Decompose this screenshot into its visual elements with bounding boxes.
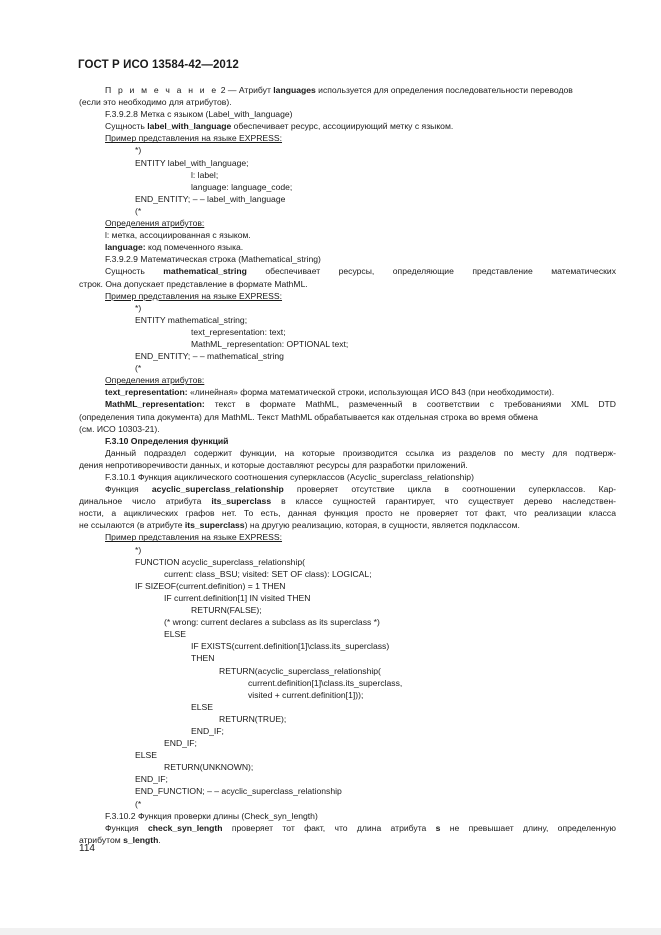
paragraph-line: дения непротиворечивости данных, и которые доставляют ресурсы для разработки приложений.: [79, 459, 468, 470]
code-line: ELSE: [135, 750, 157, 761]
code-line: THEN: [191, 653, 215, 664]
note-line-2: (если это необходимо для атрибутов).: [79, 97, 232, 108]
example-label: Пример представления на языке EXPRESS:: [105, 532, 283, 543]
example-label: Пример представления на языке EXPRESS:: [105, 290, 283, 301]
term: MathML_representation:: [105, 399, 205, 410]
code-line: END_IF;: [135, 774, 168, 785]
code-line: ELSE: [191, 701, 213, 712]
definition-line: MathML_representation: текст в формате MathML, размеченный в соответствии с требованиями XML DTD: [105, 399, 616, 410]
paragraph-line: ности, а ациклических графов нет. То есть, данная функция просто не проверяет тот факт, что реализации класса: [79, 508, 616, 519]
code-line: END_ENTITY; – – label_with_language: [135, 193, 286, 204]
section-heading: F.3.10 Определения функций: [105, 435, 229, 446]
definitions-label: Определения атрибутов:: [105, 218, 205, 229]
code-line: IF EXISTS(current.definition[1]\class.its_superclass): [191, 641, 390, 652]
term: its_superclass: [184, 520, 245, 531]
code-line: visited + current.definition[1]));: [248, 689, 364, 700]
section-heading: F.3.10.1 Функция ациклического соотношения суперклассов (Acyclic_superclass_relationship): [105, 472, 474, 482]
code-line: RETURN(FALSE);: [191, 605, 262, 616]
code-line: RETURN(TRUE);: [219, 713, 287, 724]
definitions-label: Определения атрибутов:: [105, 375, 205, 386]
code-line: MathML_representation: OPTIONAL text;: [191, 338, 349, 349]
definition-line: (определения типа документа) для MathML. Текст MathML обрабатывается как отдельная строка во время обмена: [79, 411, 538, 422]
term: text_representation:: [105, 387, 188, 398]
code-line: *): [135, 544, 142, 555]
term: s_length: [123, 834, 159, 845]
definition-line: language: код помеченного языка.: [105, 242, 244, 253]
code-line: text_representation: text;: [191, 326, 286, 337]
code-line: ELSE: [164, 629, 186, 640]
paragraph-line: не ссылаются (в атрибуте its_superclass) на другую реализацию, которая, в сущности, является подклассом.: [79, 520, 520, 531]
paragraph-line: Сущность label_with_language обеспечивает ресурс, ассоциирующий метку с языком.: [105, 121, 454, 132]
code-line: IF SIZEOF(current.definition) = 1 THEN: [135, 580, 286, 591]
paragraph-line: Данный подраздел содержит функции, на которые производится ссылка из разделов по месту для подтверж-: [105, 447, 616, 458]
code-line: RETURN(UNKNOWN);: [164, 762, 254, 773]
code-line: (* wrong: current declares a subclass as its superclass *): [164, 617, 380, 628]
term: its_superclass: [211, 496, 272, 507]
paragraph-line: строк. Она допускает представление в формате MathML.: [79, 278, 308, 289]
code-line: *): [135, 145, 142, 156]
definition-line: text_representation: «линейная» форма математической строки, использующая ИСО 843 (при необходимости).: [105, 387, 555, 398]
code-line: END_IF;: [164, 738, 197, 749]
code-line: END_FUNCTION; – – acyclic_superclass_relationship: [135, 786, 342, 797]
term: s: [435, 822, 441, 833]
code-line: language: language_code;: [191, 181, 293, 192]
term: languages: [273, 85, 316, 95]
paragraph-line: атрибутом s_length.: [79, 834, 161, 845]
term: label_with_language: [147, 121, 232, 132]
code-line: (*: [135, 205, 142, 216]
code-line: current.definition[1]\class.its_superclass,: [248, 677, 403, 688]
code-line: current: class_BSU; visited: SET OF class): LOGICAL;: [164, 568, 372, 579]
code-line: END_IF;: [191, 725, 224, 736]
paragraph-line: Сущность mathematical_string обеспечивает ресурсы, определяющие представление математических: [105, 266, 616, 277]
code-line: END_ENTITY; – – mathematical_string: [135, 351, 284, 362]
example-label: Пример представления на языке EXPRESS:: [105, 133, 283, 144]
page-bottom-edge: [0, 928, 661, 935]
code-line: (*: [135, 363, 142, 374]
page-header: ГОСТ Р ИСО 13584-42—2012: [78, 59, 239, 71]
code-line: ENTITY mathematical_string;: [135, 314, 248, 325]
code-line: ENTITY label_with_language;: [135, 157, 249, 168]
term: check_syn_length: [148, 822, 223, 833]
code-line: FUNCTION acyclic_superclass_relationship(: [135, 556, 306, 567]
paragraph-line: динальное число атрибута its_superclass в классе сущностей гарантирует, что существует дерево наследствен-: [79, 496, 616, 507]
code-line: (*: [135, 798, 142, 809]
page-body: [79, 84, 616, 846]
code-line: *): [135, 302, 142, 313]
term: acyclic_superclass_relationship: [151, 484, 284, 495]
note-line: П р и м е ч а н и е 2 — Атрибут languages используется для определения последовательности переводов: [105, 85, 573, 95]
term: language:: [105, 242, 146, 253]
section-heading: F.3.10.2 Функция проверки длины (Check_syn_length): [105, 810, 318, 821]
section-heading: F.3.9.2.8 Метка с языком (Label_with_language): [105, 109, 293, 120]
definition-line: l: метка, ассоциированная с языком.: [105, 230, 251, 241]
section-heading: F.3.9.2.9 Математическая строка (Mathematical_string): [105, 254, 321, 265]
code-line: l: label;: [191, 169, 219, 180]
term: mathematical_string: [163, 266, 247, 277]
definition-line: (см. ИСО 10303-21).: [79, 423, 160, 434]
code-line: RETURN(acyclic_superclass_relationship(: [219, 665, 381, 676]
paragraph-line: Функция check_syn_length проверяет тот факт, что длина атрибута s не превышает длину, определенную: [105, 822, 616, 833]
code-line: IF current.definition[1] IN visited THEN: [164, 592, 311, 603]
page-number: 114: [79, 843, 95, 854]
paragraph-line: Функция acyclic_superclass_relationship проверяет отсутствие цикла в соотношении суперклассов. Кар-: [105, 484, 616, 495]
note-label: П р и м е ч а н и е: [105, 85, 219, 95]
